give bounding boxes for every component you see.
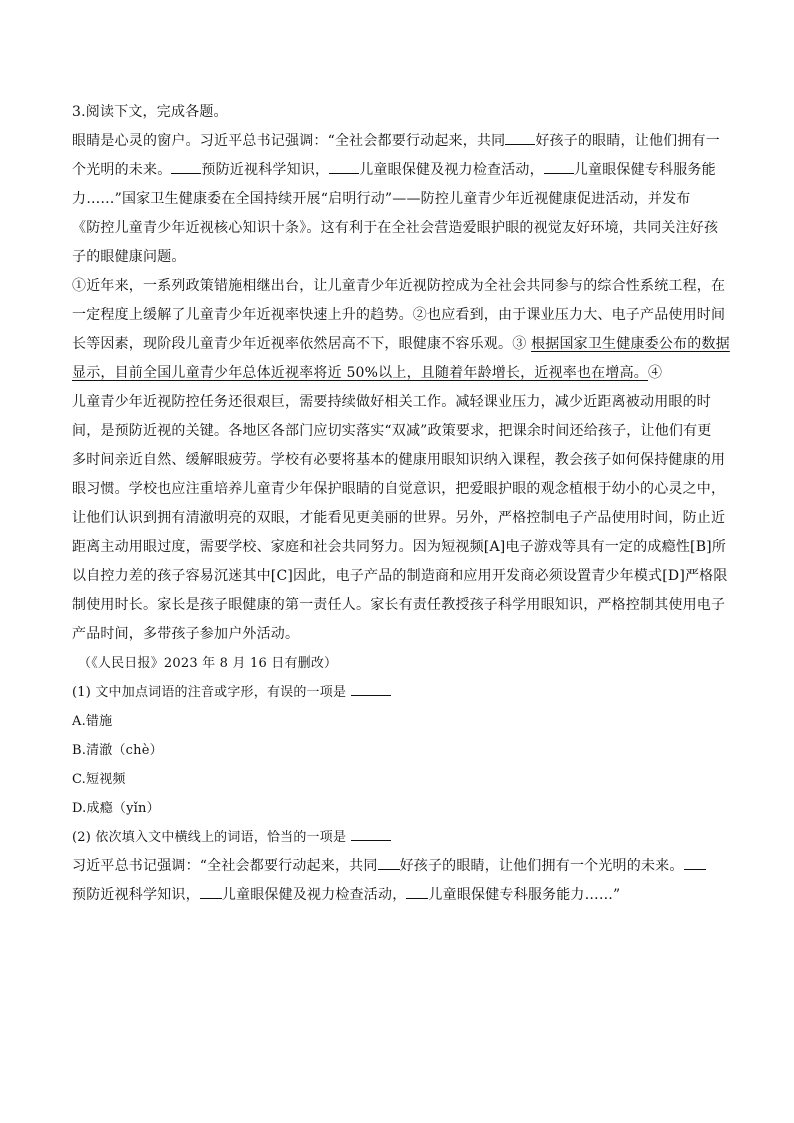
- fill-blank: [406, 886, 428, 899]
- fill-blank: [684, 857, 706, 870]
- fill-blank: [200, 886, 222, 899]
- text-segment: ④: [647, 365, 663, 381]
- text-segment: 儿童眼保健及视力检查活动，: [359, 162, 544, 178]
- body-line-12: 制使用时长。家长是孩子眼健康的第一责任人。家长有责任教授孩子科学用眼知识，严格控制其使用电子: [72, 597, 726, 613]
- body-line-6: 间，是预防近视的关键。各地区各部门应切实落实“双减”政策要求，把课余时间还给孩子，让他们有更: [72, 423, 712, 439]
- fill-blank: [544, 161, 574, 174]
- intro-line-2: [72, 156, 722, 185]
- body-paragraph: [72, 272, 730, 649]
- body-line-5: 儿童青少年近视防控任务还很艰巨，需要持续做好相关工作。减轻课业压力，减少近距离被动用眼的时: [72, 394, 711, 410]
- text-segment: 好孩子的眼睛，让他们拥有一个光明的未来。: [399, 858, 684, 874]
- text-segment: 习近平总书记强调：“全社会都要行动起来，共同: [72, 858, 378, 874]
- sub-question-2-stem: [72, 823, 722, 852]
- text-segment: 儿童眼保健专科服务能力……”: [428, 887, 621, 903]
- body-line-7: 多时间亲近自然、缓解眼疲劳。学校有必要将基本的健康用眼知识纳入课程，教会孩子如何保持健康的用: [72, 452, 726, 468]
- body-line-11: 以自控力差的孩子容易沉迷其中[C]因此，电子产品的制造商和应用开发商必须设置青少年模式[D]严格限: [72, 568, 728, 584]
- sub-question-1-stem: [72, 678, 722, 707]
- document-page: [72, 98, 730, 910]
- body-line-1: ①近年来，一系列政策错施相继出台，让儿童青少年近视防控成为全社会共同参与的综合性系统工程，在: [72, 278, 726, 294]
- quote-line-2: [72, 881, 722, 910]
- question-stem: (1) 文中加点词语的注音或字形，有误的一项是: [72, 685, 347, 700]
- text-segment: 预防近视科学知识，: [72, 887, 200, 903]
- quote-line-1: [72, 852, 722, 881]
- intro-line-5: 子的眼健康问题。: [72, 249, 186, 265]
- answer-blank: [351, 828, 391, 841]
- body-line-13: 产品时间，多带孩子参加户外活动。: [72, 626, 300, 642]
- text-segment: 好孩子的眼睛，让他们拥有一: [535, 133, 720, 149]
- question-stem: (2) 依次填入文中横线上的词语，恰当的一项是: [72, 830, 347, 845]
- body-line-3: [72, 330, 730, 359]
- body-line-9: 让他们认识到拥有清澈明亮的双眼，才能看见更美丽的世界。另外，严格控制电子产品使用时间，防止近: [72, 510, 726, 526]
- text-segment: 预防近视科学知识，: [201, 162, 330, 178]
- text-segment: 儿童眼保健及视力检查活动，: [221, 887, 407, 903]
- sub-question-1: [72, 678, 722, 823]
- answer-blank: [351, 683, 391, 696]
- underlined-sentence: 显示，目前全国儿童青少年总体近视率将近 50%以上，且随着年龄增长，近视率也在增高。: [72, 365, 648, 381]
- option-a: A.错施: [72, 714, 113, 729]
- body-line-8: 眼习惯。学校也应注重培养儿童青少年保护眼睛的自觉意识，把爱眼护眼的观念植根于幼小的心灵之中，: [72, 481, 726, 497]
- text-segment: 个光明的未来。: [72, 162, 172, 178]
- fill-blank: [329, 161, 359, 174]
- body-line-4: [72, 359, 722, 388]
- sub-question-2: [72, 823, 722, 910]
- fill-blank: [505, 132, 535, 145]
- underlined-sentence: 根据国家卫生健康委公布的数据: [531, 336, 730, 352]
- text-segment: 眼睛是心灵的窗户。习近平总书记强调：“全社会都要行动起来，共同: [72, 133, 506, 149]
- text-segment: 长等因素，现阶段儿童青少年近视率依然居高不下，眼健康不容乐观。③: [72, 336, 527, 352]
- body-line-2: 一定程度上缓解了儿童青少年近视率快速上升的趋势。②也应看到，由于课业压力大、电子产品使用时间: [72, 307, 726, 323]
- body-line-10: 距离主动用眼过度，需要学校、家庭和社会共同努力。因为短视频[A]电子游戏等具有一定的成瘾性[B]所: [72, 539, 727, 555]
- fill-blank: [171, 161, 201, 174]
- fill-blank: [378, 857, 400, 870]
- intro-line-1: [72, 127, 722, 156]
- source-citation: （《人民日报》2023 年 8 月 16 日有删改）: [78, 656, 338, 671]
- option-c: C.短视频: [72, 772, 126, 787]
- option-d: D.成瘾（yǐn）: [72, 801, 160, 816]
- intro-line-4: 《防控儿童青少年近视核心知识十条》。这有利于在全社会营造爱眼护眼的视觉友好环境，共同关注好孩: [72, 220, 719, 236]
- question-heading: 3.阅读下文，完成各题。: [72, 104, 228, 120]
- intro-paragraph: [72, 127, 722, 272]
- option-b: B.清澈（chè）: [72, 743, 163, 758]
- text-segment: 儿童眼保健专科服务能: [573, 162, 716, 178]
- intro-line-3: 力……”国家卫生健康委在全国持续开展“启明行动”——防控儿童青少年近视健康促进活动，并发布: [72, 191, 691, 207]
